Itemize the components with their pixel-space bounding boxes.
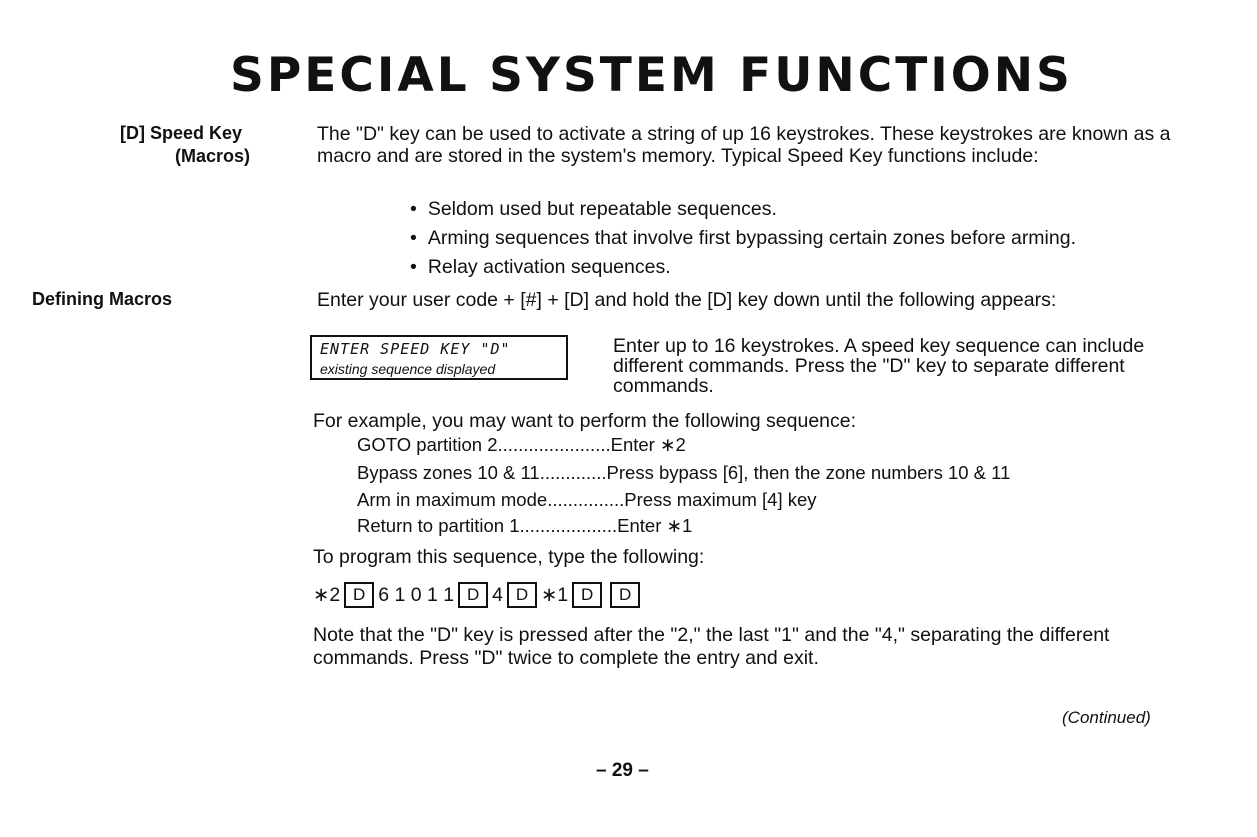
sequence-row <box>357 517 692 536</box>
d-key-icon: D <box>507 582 537 608</box>
lcd-prompt: ENTER SPEED KEY "D" <box>320 340 511 358</box>
lcd-subtext: existing sequence displayed <box>320 361 496 377</box>
sequence-action: Press bypass [6], then the zone numbers 10 & 11 <box>606 462 1011 483</box>
keystroke-text: 6 1 0 1 1 <box>378 583 455 606</box>
section-heading-defining-macros: Defining Macros <box>32 289 173 309</box>
page-number: – 29 – <box>596 760 649 781</box>
program-intro: To program this sequence, type the following: <box>313 546 705 568</box>
sequence-row <box>357 491 817 510</box>
lcd-description: Enter up to 16 keystrokes. A speed key sequence can include different commands. Press the "D" key to separate different commands. <box>613 335 1145 397</box>
function-list <box>410 195 1076 282</box>
key-sequence <box>313 582 644 608</box>
sequence-action: Enter ∗2 <box>610 434 686 455</box>
sequence-step: GOTO partition 2 <box>357 434 498 455</box>
keystroke-text: ∗1 <box>540 584 569 606</box>
sequence-step: Arm in maximum mode <box>357 489 548 510</box>
dot-leader: ............. <box>539 462 607 483</box>
note-paragraph: Note that the "D" key is pressed after the "2," the last "1" and the "4," separating the different commands. Press "D" twice to complete the entry and exit. <box>313 624 1110 669</box>
section-heading-speed-key: [D] Speed Key <box>120 123 243 143</box>
sequence-step: Bypass zones 10 & 11 <box>357 462 540 483</box>
list-item: • Arming sequences that involve first bypassing certain zones before arming. <box>410 224 1076 253</box>
continued-label: (Continued) <box>1062 708 1151 727</box>
define-instructions: Enter your user code + [#] + [D] and hold the [D] key down until the following appears: <box>317 289 1057 311</box>
list-item: • Relay activation sequences. <box>410 253 1076 282</box>
dot-leader: ................... <box>519 515 618 536</box>
d-key-icon: D <box>610 582 640 608</box>
d-key-icon: D <box>458 582 488 608</box>
dot-leader: ............... <box>547 489 625 510</box>
dot-leader: ...................... <box>497 434 611 455</box>
list-item: • Seldom used but repeatable sequences. <box>410 195 1076 224</box>
lcd-display <box>310 335 568 380</box>
keystroke-text: ∗2 <box>313 584 341 606</box>
sequence-action: Enter ∗1 <box>617 515 693 536</box>
sequence-action: Press maximum [4] key <box>624 489 817 510</box>
d-key-icon: D <box>344 582 374 608</box>
example-intro: For example, you may want to perform the following sequence: <box>313 410 857 432</box>
intro-paragraph: The "D" key can be used to activate a string of up 16 keystrokes. These keystrokes are known as a macro and are stored in the system's memory. Typical Speed Key functions include: <box>317 123 1171 167</box>
section-heading-macros: (Macros) <box>175 146 251 166</box>
keystroke-text: 4 <box>492 583 503 606</box>
sequence-row <box>357 436 686 455</box>
page-title: SPECIAL SYSTEM FUNCTIONS <box>230 48 1073 103</box>
sequence-step: Return to partition 1 <box>357 515 520 536</box>
d-key-icon: D <box>572 582 602 608</box>
sequence-row <box>357 464 1010 483</box>
